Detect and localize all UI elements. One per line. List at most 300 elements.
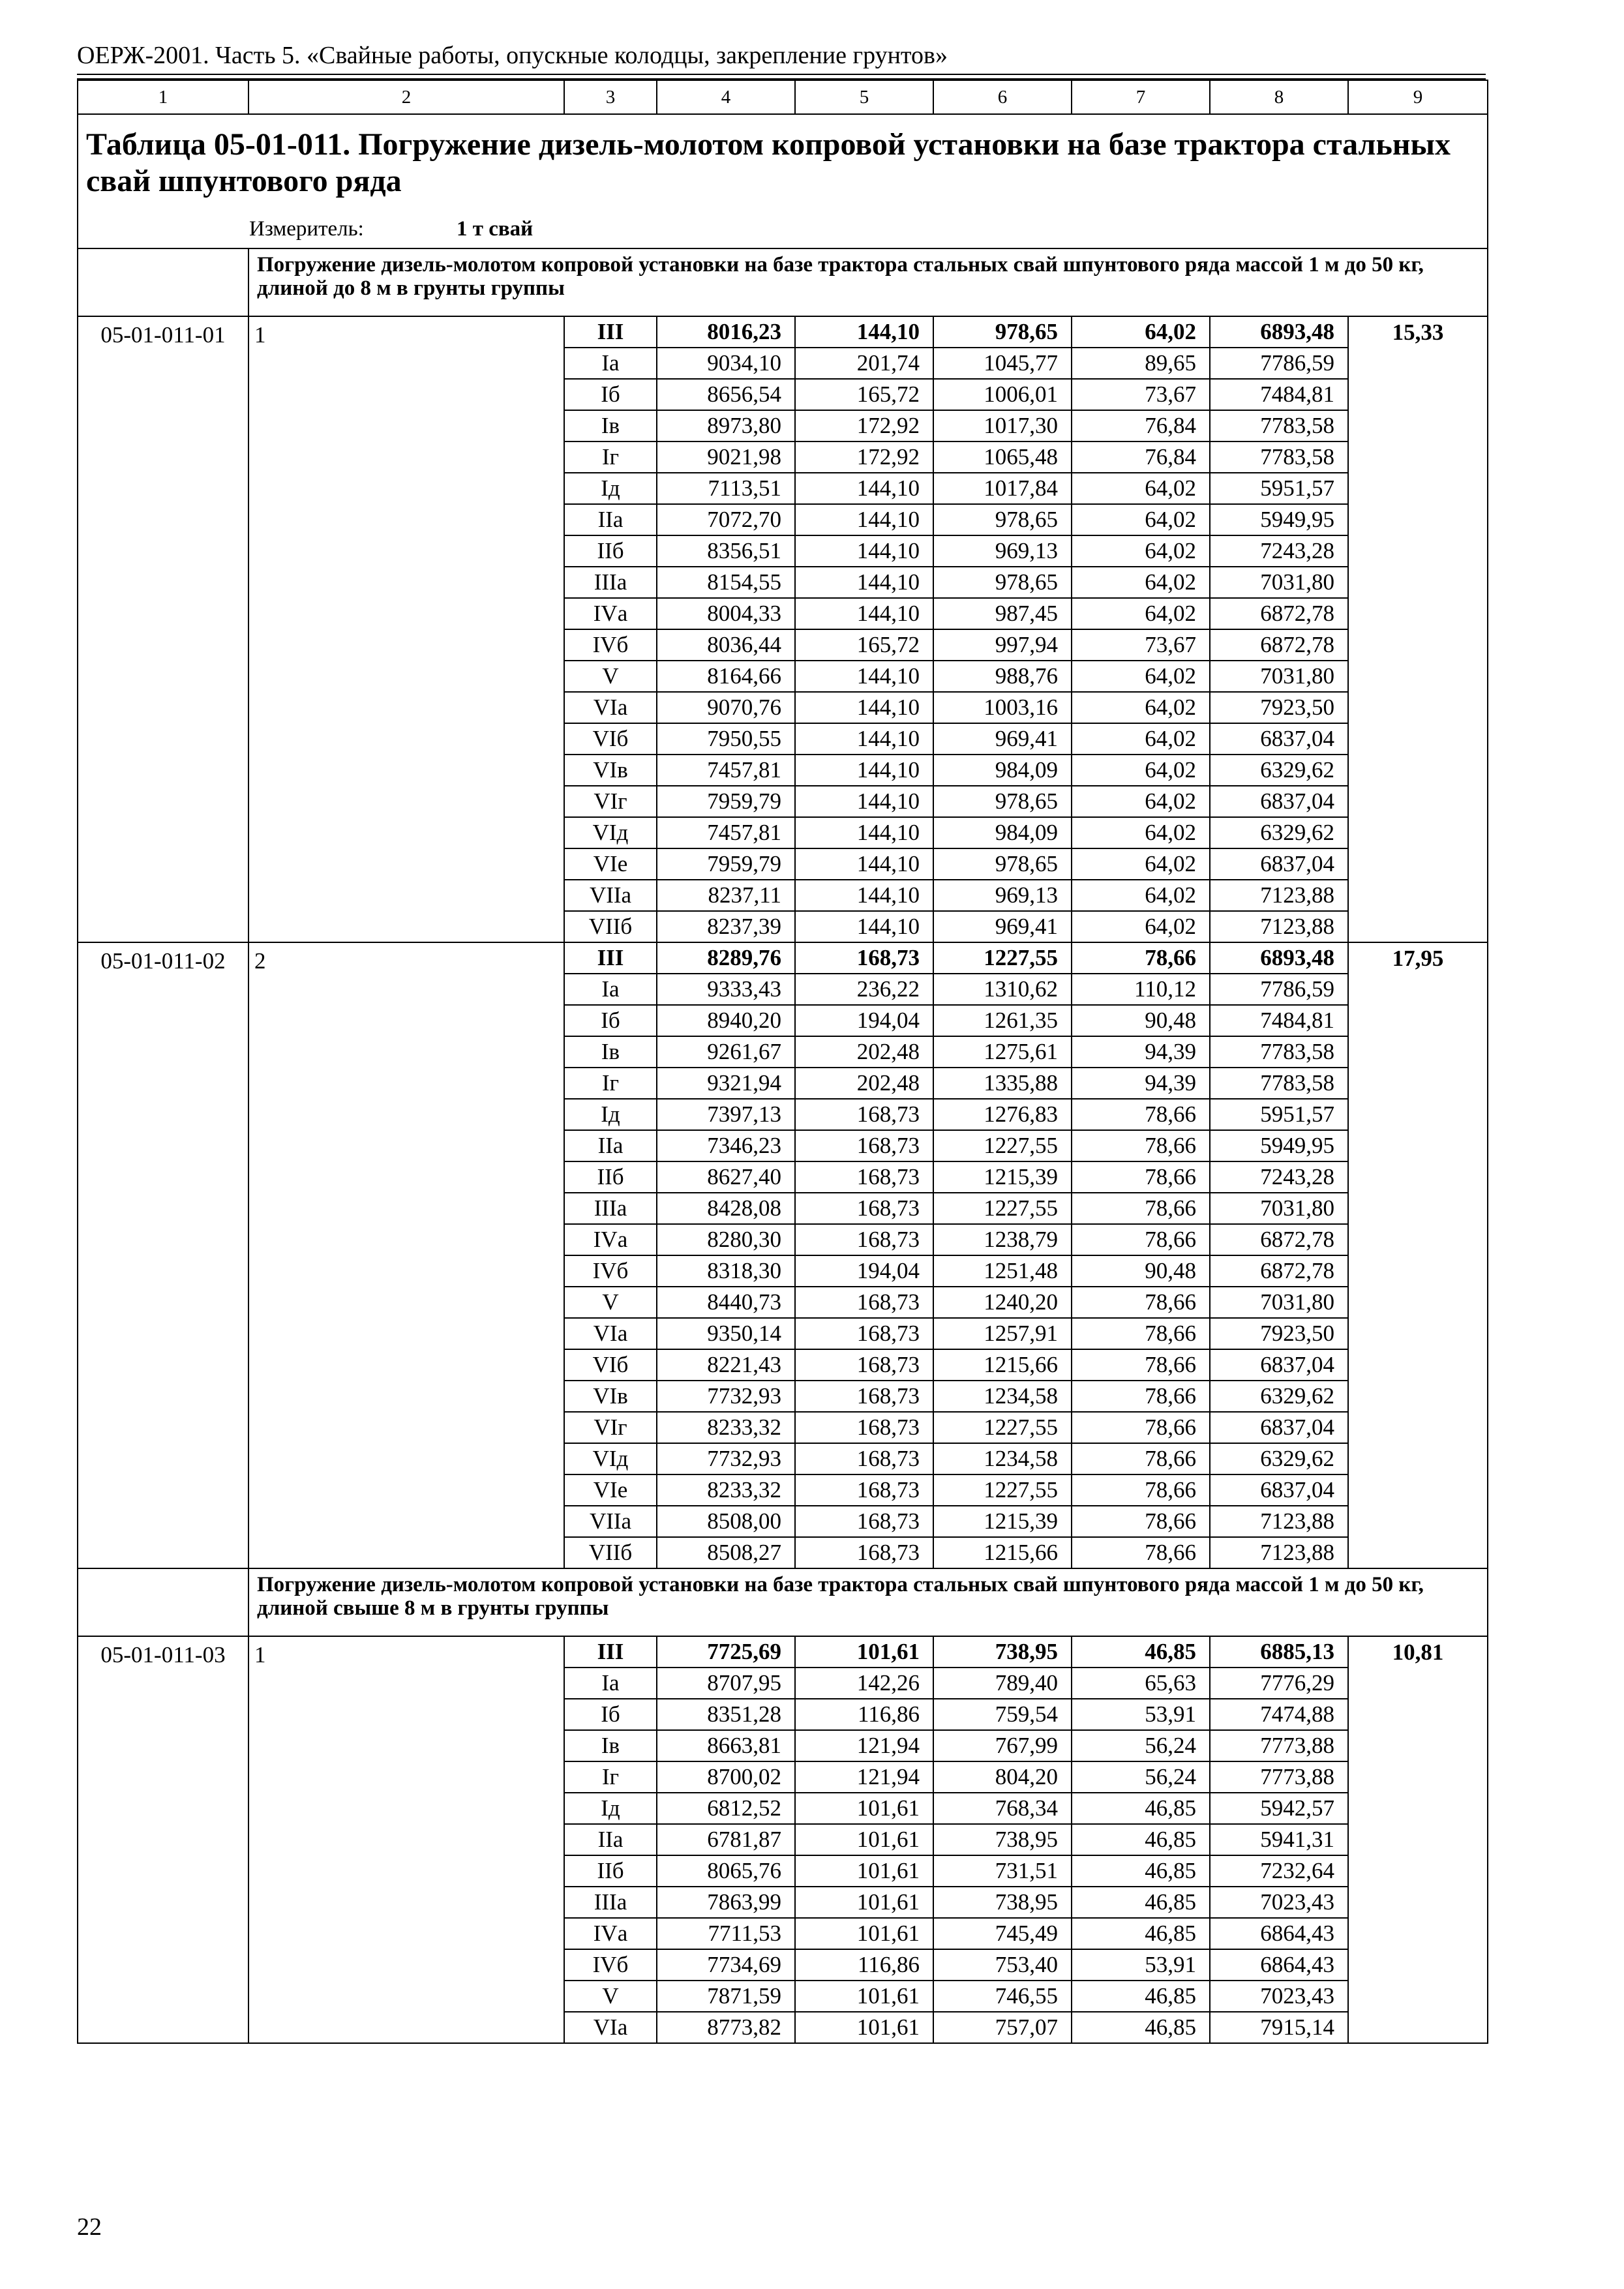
- value-cell: 46,85: [1072, 1981, 1210, 2012]
- value-cell: 64,02: [1072, 598, 1210, 629]
- column-number: 3: [564, 80, 657, 114]
- value-cell: 8351,28: [657, 1699, 795, 1730]
- value-cell: 8233,32: [657, 1412, 795, 1443]
- value-cell: 78,66: [1072, 1224, 1210, 1255]
- section-heading: Погружение дизель-молотом копровой установки на базе трактора стальных свай шпунтового ряда массой 1 м до 50 кг, длиной свыше 8 м в грунты группы: [248, 1568, 1488, 1636]
- value-cell: 7950,55: [657, 723, 795, 755]
- value-cell: 94,39: [1072, 1036, 1210, 1068]
- value-cell: 1261,35: [933, 1005, 1072, 1036]
- table-row: [78, 942, 1488, 974]
- value-cell: 202,48: [795, 1068, 933, 1099]
- value-cell: 767,99: [933, 1730, 1072, 1761]
- value-cell: 7031,80: [1210, 1193, 1348, 1224]
- soil-group: IIIа: [564, 1887, 657, 1918]
- value-cell: 7031,80: [1210, 567, 1348, 598]
- value-cell: 1227,55: [933, 1130, 1072, 1161]
- soil-group: VIIб: [564, 911, 657, 942]
- value-cell: 746,55: [933, 1981, 1072, 2012]
- soil-group: IVа: [564, 598, 657, 629]
- value-cell: 144,10: [795, 661, 933, 692]
- value-cell: 6837,04: [1210, 1474, 1348, 1506]
- value-cell: 1234,58: [933, 1381, 1072, 1412]
- value-cell: 144,10: [795, 911, 933, 942]
- value-cell: 8973,80: [657, 410, 795, 441]
- value-cell: 1227,55: [933, 1474, 1072, 1506]
- value-cell: 168,73: [795, 1099, 933, 1130]
- value-cell: 7783,58: [1210, 1036, 1348, 1068]
- value-cell: 7786,59: [1210, 348, 1348, 379]
- value-cell: 1276,83: [933, 1099, 1072, 1130]
- value-cell: 9070,76: [657, 692, 795, 723]
- value-cell: 5951,57: [1210, 473, 1348, 504]
- value-cell: 8656,54: [657, 379, 795, 410]
- soil-group: IIб: [564, 1855, 657, 1887]
- value-cell: 731,51: [933, 1855, 1072, 1887]
- value-cell: 168,73: [795, 1474, 933, 1506]
- value-cell: 8154,55: [657, 567, 795, 598]
- soil-group: IVб: [564, 629, 657, 661]
- value-cell: 8016,23: [657, 316, 795, 348]
- column-number: 7: [1072, 80, 1210, 114]
- value-cell: 7923,50: [1210, 692, 1348, 723]
- value-cell: 5942,57: [1210, 1793, 1348, 1824]
- value-cell: 78,66: [1072, 1130, 1210, 1161]
- soil-group: Iб: [564, 1005, 657, 1036]
- table-row: [78, 1636, 1488, 1668]
- soil-group: IVа: [564, 1918, 657, 1949]
- table-title: Таблица 05-01-011. Погружение дизель-молотом копровой установки на базе трактора стальных свай шпунтового ряда: [86, 127, 1451, 198]
- value-cell: 8221,43: [657, 1349, 795, 1381]
- value-cell: 78,66: [1072, 1381, 1210, 1412]
- value-cell: 7232,64: [1210, 1855, 1348, 1887]
- soil-group: Iд: [564, 473, 657, 504]
- value-cell: 7773,88: [1210, 1730, 1348, 1761]
- value-cell: 969,13: [933, 535, 1072, 567]
- value-cell: 1227,55: [933, 942, 1072, 974]
- value-cell: 94,39: [1072, 1068, 1210, 1099]
- value-cell: 56,24: [1072, 1761, 1210, 1793]
- value-cell: 738,95: [933, 1636, 1072, 1668]
- value-cell: 8663,81: [657, 1730, 795, 1761]
- value-cell: 6837,04: [1210, 848, 1348, 880]
- value-cell: 1017,84: [933, 473, 1072, 504]
- value-cell: 7734,69: [657, 1949, 795, 1981]
- value-cell: 46,85: [1072, 1824, 1210, 1855]
- value-cell: 78,66: [1072, 1161, 1210, 1193]
- soil-group: VIIб: [564, 1537, 657, 1568]
- value-cell: 168,73: [795, 1193, 933, 1224]
- value-cell: 988,76: [933, 661, 1072, 692]
- value-cell: 6329,62: [1210, 1381, 1348, 1412]
- value-cell: 73,67: [1072, 379, 1210, 410]
- soil-group: VIа: [564, 2012, 657, 2043]
- soil-group: Iг: [564, 441, 657, 473]
- value-cell: 78,66: [1072, 1193, 1210, 1224]
- rate-number: 1: [248, 1636, 564, 2043]
- value-cell: 8280,30: [657, 1224, 795, 1255]
- value-cell: 5949,95: [1210, 1130, 1348, 1161]
- value-cell: 64,02: [1072, 848, 1210, 880]
- value-cell: 168,73: [795, 1161, 933, 1193]
- value-cell: 6837,04: [1210, 786, 1348, 817]
- value-cell: 9021,98: [657, 441, 795, 473]
- header-rule: [77, 74, 1486, 75]
- value-cell: 144,10: [795, 786, 933, 817]
- value-cell: 144,10: [795, 316, 933, 348]
- value-cell: 1065,48: [933, 441, 1072, 473]
- value-cell: 984,09: [933, 817, 1072, 848]
- value-cell: 7243,28: [1210, 535, 1348, 567]
- soil-group: IIб: [564, 535, 657, 567]
- value-cell: 987,45: [933, 598, 1072, 629]
- rate-code: 05-01-011-02: [78, 942, 248, 1568]
- soil-group: VIд: [564, 817, 657, 848]
- value-cell: 7123,88: [1210, 1537, 1348, 1568]
- value-cell: 101,61: [795, 1918, 933, 1949]
- value-cell: 116,86: [795, 1949, 933, 1981]
- value-cell: 7484,81: [1210, 1005, 1348, 1036]
- value-cell: 6812,52: [657, 1793, 795, 1824]
- value-cell: 7959,79: [657, 848, 795, 880]
- value-cell: 8318,30: [657, 1255, 795, 1287]
- value-cell: 56,24: [1072, 1730, 1210, 1761]
- value-cell: 6885,13: [1210, 1636, 1348, 1668]
- value-cell: 116,86: [795, 1699, 933, 1730]
- value-cell: 759,54: [933, 1699, 1072, 1730]
- soil-group: VIIа: [564, 880, 657, 911]
- soil-group: VIв: [564, 1381, 657, 1412]
- value-cell: 168,73: [795, 1506, 933, 1537]
- value-cell: 1275,61: [933, 1036, 1072, 1068]
- value-cell: 8233,32: [657, 1474, 795, 1506]
- value-cell: 6329,62: [1210, 1443, 1348, 1474]
- value-cell: 65,63: [1072, 1668, 1210, 1699]
- value-cell: 7783,58: [1210, 1068, 1348, 1099]
- value-cell: 165,72: [795, 379, 933, 410]
- soil-group: Iв: [564, 410, 657, 441]
- soil-group: Iд: [564, 1793, 657, 1824]
- value-cell: 64,02: [1072, 473, 1210, 504]
- soil-group: Iг: [564, 1068, 657, 1099]
- value-cell: 1227,55: [933, 1193, 1072, 1224]
- meter-row: [78, 216, 1488, 248]
- value-cell: 6893,48: [1210, 942, 1348, 974]
- value-cell: 168,73: [795, 1224, 933, 1255]
- column9-value: 10,81: [1348, 1636, 1488, 2043]
- value-cell: 144,10: [795, 535, 933, 567]
- value-cell: 9350,14: [657, 1318, 795, 1349]
- value-cell: 78,66: [1072, 1537, 1210, 1568]
- value-cell: 7023,43: [1210, 1887, 1348, 1918]
- value-cell: 7123,88: [1210, 1506, 1348, 1537]
- value-cell: 7915,14: [1210, 2012, 1348, 2043]
- value-cell: 8508,27: [657, 1537, 795, 1568]
- value-cell: 144,10: [795, 692, 933, 723]
- value-cell: 8428,08: [657, 1193, 795, 1224]
- value-cell: 1310,62: [933, 974, 1072, 1005]
- value-cell: 768,34: [933, 1793, 1072, 1824]
- value-cell: 8356,51: [657, 535, 795, 567]
- value-cell: 78,66: [1072, 1443, 1210, 1474]
- value-cell: 78,66: [1072, 942, 1210, 974]
- value-cell: 53,91: [1072, 1949, 1210, 1981]
- value-cell: 8940,20: [657, 1005, 795, 1036]
- value-cell: 753,40: [933, 1949, 1072, 1981]
- value-cell: 7243,28: [1210, 1161, 1348, 1193]
- value-cell: 8065,76: [657, 1855, 795, 1887]
- value-cell: 7457,81: [657, 817, 795, 848]
- value-cell: 969,41: [933, 911, 1072, 942]
- value-cell: 78,66: [1072, 1412, 1210, 1443]
- value-cell: 78,66: [1072, 1099, 1210, 1130]
- value-cell: 7072,70: [657, 504, 795, 535]
- value-cell: 172,92: [795, 410, 933, 441]
- rates-table: [77, 80, 1488, 2044]
- value-cell: 6781,87: [657, 1824, 795, 1855]
- value-cell: 1251,48: [933, 1255, 1072, 1287]
- value-cell: 7923,50: [1210, 1318, 1348, 1349]
- value-cell: 78,66: [1072, 1287, 1210, 1318]
- section-heading: Погружение дизель-молотом копровой установки на базе трактора стальных свай шпунтового ряда массой 1 м до 50 кг, длиной до 8 м в грунты группы: [248, 248, 1488, 316]
- value-cell: 8164,66: [657, 661, 795, 692]
- column9-value: 15,33: [1348, 316, 1488, 942]
- value-cell: 89,65: [1072, 348, 1210, 379]
- value-cell: 8627,40: [657, 1161, 795, 1193]
- value-cell: 1215,66: [933, 1537, 1072, 1568]
- soil-group: VIе: [564, 848, 657, 880]
- value-cell: 172,92: [795, 441, 933, 473]
- value-cell: 804,20: [933, 1761, 1072, 1793]
- soil-group: III: [564, 942, 657, 974]
- value-cell: 978,65: [933, 504, 1072, 535]
- value-cell: 101,61: [795, 1887, 933, 1918]
- value-cell: 101,61: [795, 1855, 933, 1887]
- value-cell: 8773,82: [657, 2012, 795, 2043]
- value-cell: 978,65: [933, 848, 1072, 880]
- value-cell: 64,02: [1072, 692, 1210, 723]
- value-cell: 46,85: [1072, 1793, 1210, 1824]
- value-cell: 236,22: [795, 974, 933, 1005]
- value-cell: 6893,48: [1210, 316, 1348, 348]
- blank-cell: [78, 1568, 248, 1636]
- soil-group: VIIа: [564, 1506, 657, 1537]
- value-cell: 7786,59: [1210, 974, 1348, 1005]
- value-cell: 7711,53: [657, 1918, 795, 1949]
- value-cell: 1215,39: [933, 1506, 1072, 1537]
- value-cell: 969,41: [933, 723, 1072, 755]
- value-cell: 73,67: [1072, 629, 1210, 661]
- value-cell: 64,02: [1072, 817, 1210, 848]
- value-cell: 168,73: [795, 1412, 933, 1443]
- soil-group: VIг: [564, 1412, 657, 1443]
- value-cell: 7123,88: [1210, 880, 1348, 911]
- value-cell: 7783,58: [1210, 410, 1348, 441]
- column-number: 8: [1210, 80, 1348, 114]
- soil-group: III: [564, 1636, 657, 1668]
- value-cell: 46,85: [1072, 1855, 1210, 1887]
- soil-group: V: [564, 1981, 657, 2012]
- value-cell: 978,65: [933, 786, 1072, 817]
- value-cell: 1335,88: [933, 1068, 1072, 1099]
- soil-group: VIа: [564, 1318, 657, 1349]
- value-cell: 64,02: [1072, 661, 1210, 692]
- soil-group: IIа: [564, 504, 657, 535]
- value-cell: 168,73: [795, 1318, 933, 1349]
- value-cell: 168,73: [795, 942, 933, 974]
- value-cell: 1227,55: [933, 1412, 1072, 1443]
- value-cell: 7484,81: [1210, 379, 1348, 410]
- value-cell: 78,66: [1072, 1349, 1210, 1381]
- value-cell: 7123,88: [1210, 911, 1348, 942]
- soil-group: VIб: [564, 723, 657, 755]
- column-number: 6: [933, 80, 1072, 114]
- soil-group: VIг: [564, 786, 657, 817]
- soil-group: IIIа: [564, 567, 657, 598]
- value-cell: 1003,16: [933, 692, 1072, 723]
- value-cell: 64,02: [1072, 786, 1210, 817]
- value-cell: 53,91: [1072, 1699, 1210, 1730]
- value-cell: 7725,69: [657, 1636, 795, 1668]
- soil-group: Iб: [564, 379, 657, 410]
- value-cell: 64,02: [1072, 316, 1210, 348]
- value-cell: 144,10: [795, 723, 933, 755]
- value-cell: 78,66: [1072, 1318, 1210, 1349]
- soil-group: Iа: [564, 348, 657, 379]
- value-cell: 5949,95: [1210, 504, 1348, 535]
- value-cell: 7863,99: [657, 1887, 795, 1918]
- value-cell: 7031,80: [1210, 661, 1348, 692]
- soil-group: IIIа: [564, 1193, 657, 1224]
- value-cell: 9034,10: [657, 348, 795, 379]
- value-cell: 8237,39: [657, 911, 795, 942]
- soil-group: IIа: [564, 1824, 657, 1855]
- column-number: 5: [795, 80, 933, 114]
- column-number-row: [78, 80, 1488, 114]
- value-cell: 1045,77: [933, 348, 1072, 379]
- value-cell: 46,85: [1072, 1887, 1210, 1918]
- value-cell: 8707,95: [657, 1668, 795, 1699]
- value-cell: 194,04: [795, 1255, 933, 1287]
- soil-group: IVб: [564, 1255, 657, 1287]
- value-cell: 738,95: [933, 1887, 1072, 1918]
- value-cell: 6837,04: [1210, 1349, 1348, 1381]
- soil-group: IVа: [564, 1224, 657, 1255]
- value-cell: 7474,88: [1210, 1699, 1348, 1730]
- table-title-row: [78, 114, 1488, 216]
- value-cell: 8036,44: [657, 629, 795, 661]
- value-cell: 6329,62: [1210, 817, 1348, 848]
- soil-group: Iа: [564, 1668, 657, 1699]
- value-cell: 1238,79: [933, 1224, 1072, 1255]
- value-cell: 7457,81: [657, 755, 795, 786]
- value-cell: 144,10: [795, 598, 933, 629]
- value-cell: 194,04: [795, 1005, 933, 1036]
- value-cell: 7783,58: [1210, 441, 1348, 473]
- value-cell: 168,73: [795, 1381, 933, 1412]
- value-cell: 6872,78: [1210, 1255, 1348, 1287]
- value-cell: 997,94: [933, 629, 1072, 661]
- value-cell: 64,02: [1072, 755, 1210, 786]
- running-header: ОЕРЖ-2001. Часть 5. «Свайные работы, опускные колодцы, закрепление грунтов»: [77, 42, 948, 69]
- value-cell: 6864,43: [1210, 1918, 1348, 1949]
- value-cell: 165,72: [795, 629, 933, 661]
- value-cell: 168,73: [795, 1537, 933, 1568]
- value-cell: 46,85: [1072, 2012, 1210, 2043]
- rate-code: 05-01-011-03: [78, 1636, 248, 2043]
- soil-group: VIд: [564, 1443, 657, 1474]
- rate-code: 05-01-011-01: [78, 316, 248, 942]
- value-cell: 7732,93: [657, 1443, 795, 1474]
- value-cell: 984,09: [933, 755, 1072, 786]
- column-number: 1: [78, 80, 248, 114]
- value-cell: 5951,57: [1210, 1099, 1348, 1130]
- value-cell: 1257,91: [933, 1318, 1072, 1349]
- value-cell: 7773,88: [1210, 1761, 1348, 1793]
- value-cell: 9321,94: [657, 1068, 795, 1099]
- value-cell: 144,10: [795, 567, 933, 598]
- value-cell: 9333,43: [657, 974, 795, 1005]
- soil-group: Iд: [564, 1099, 657, 1130]
- soil-group: Iа: [564, 974, 657, 1005]
- table-row: [78, 316, 1488, 348]
- soil-group: IVб: [564, 1949, 657, 1981]
- value-cell: 64,02: [1072, 567, 1210, 598]
- value-cell: 5941,31: [1210, 1824, 1348, 1855]
- rate-number: 1: [248, 316, 564, 942]
- soil-group: III: [564, 316, 657, 348]
- value-cell: 78,66: [1072, 1506, 1210, 1537]
- value-cell: 6864,43: [1210, 1949, 1348, 1981]
- meter-label: Измеритель:: [249, 217, 364, 241]
- value-cell: 7023,43: [1210, 1981, 1348, 2012]
- value-cell: 46,85: [1072, 1636, 1210, 1668]
- soil-group: V: [564, 661, 657, 692]
- value-cell: 738,95: [933, 1824, 1072, 1855]
- value-cell: 90,48: [1072, 1255, 1210, 1287]
- column-number: 9: [1348, 80, 1488, 114]
- value-cell: 64,02: [1072, 504, 1210, 535]
- column9-value: 17,95: [1348, 942, 1488, 1568]
- value-cell: 7031,80: [1210, 1287, 1348, 1318]
- value-cell: 168,73: [795, 1349, 933, 1381]
- value-cell: 9261,67: [657, 1036, 795, 1068]
- value-cell: 969,13: [933, 880, 1072, 911]
- value-cell: 7871,59: [657, 1981, 795, 2012]
- value-cell: 168,73: [795, 1130, 933, 1161]
- value-cell: 76,84: [1072, 441, 1210, 473]
- page-number: 22: [77, 2213, 102, 2241]
- value-cell: 6837,04: [1210, 1412, 1348, 1443]
- value-cell: 168,73: [795, 1287, 933, 1318]
- value-cell: 64,02: [1072, 723, 1210, 755]
- value-cell: 7113,51: [657, 473, 795, 504]
- rate-number: 2: [248, 942, 564, 1568]
- value-cell: 144,10: [795, 755, 933, 786]
- value-cell: 7776,29: [1210, 1668, 1348, 1699]
- value-cell: 144,10: [795, 880, 933, 911]
- soil-group: IIб: [564, 1161, 657, 1193]
- section-heading-row: [78, 1568, 1488, 1636]
- value-cell: 46,85: [1072, 1918, 1210, 1949]
- value-cell: 1215,66: [933, 1349, 1072, 1381]
- value-cell: 745,49: [933, 1918, 1072, 1949]
- soil-group: IIа: [564, 1130, 657, 1161]
- section-heading-row: [78, 248, 1488, 316]
- value-cell: 201,74: [795, 348, 933, 379]
- value-cell: 64,02: [1072, 535, 1210, 567]
- value-cell: 168,73: [795, 1443, 933, 1474]
- value-cell: 978,65: [933, 316, 1072, 348]
